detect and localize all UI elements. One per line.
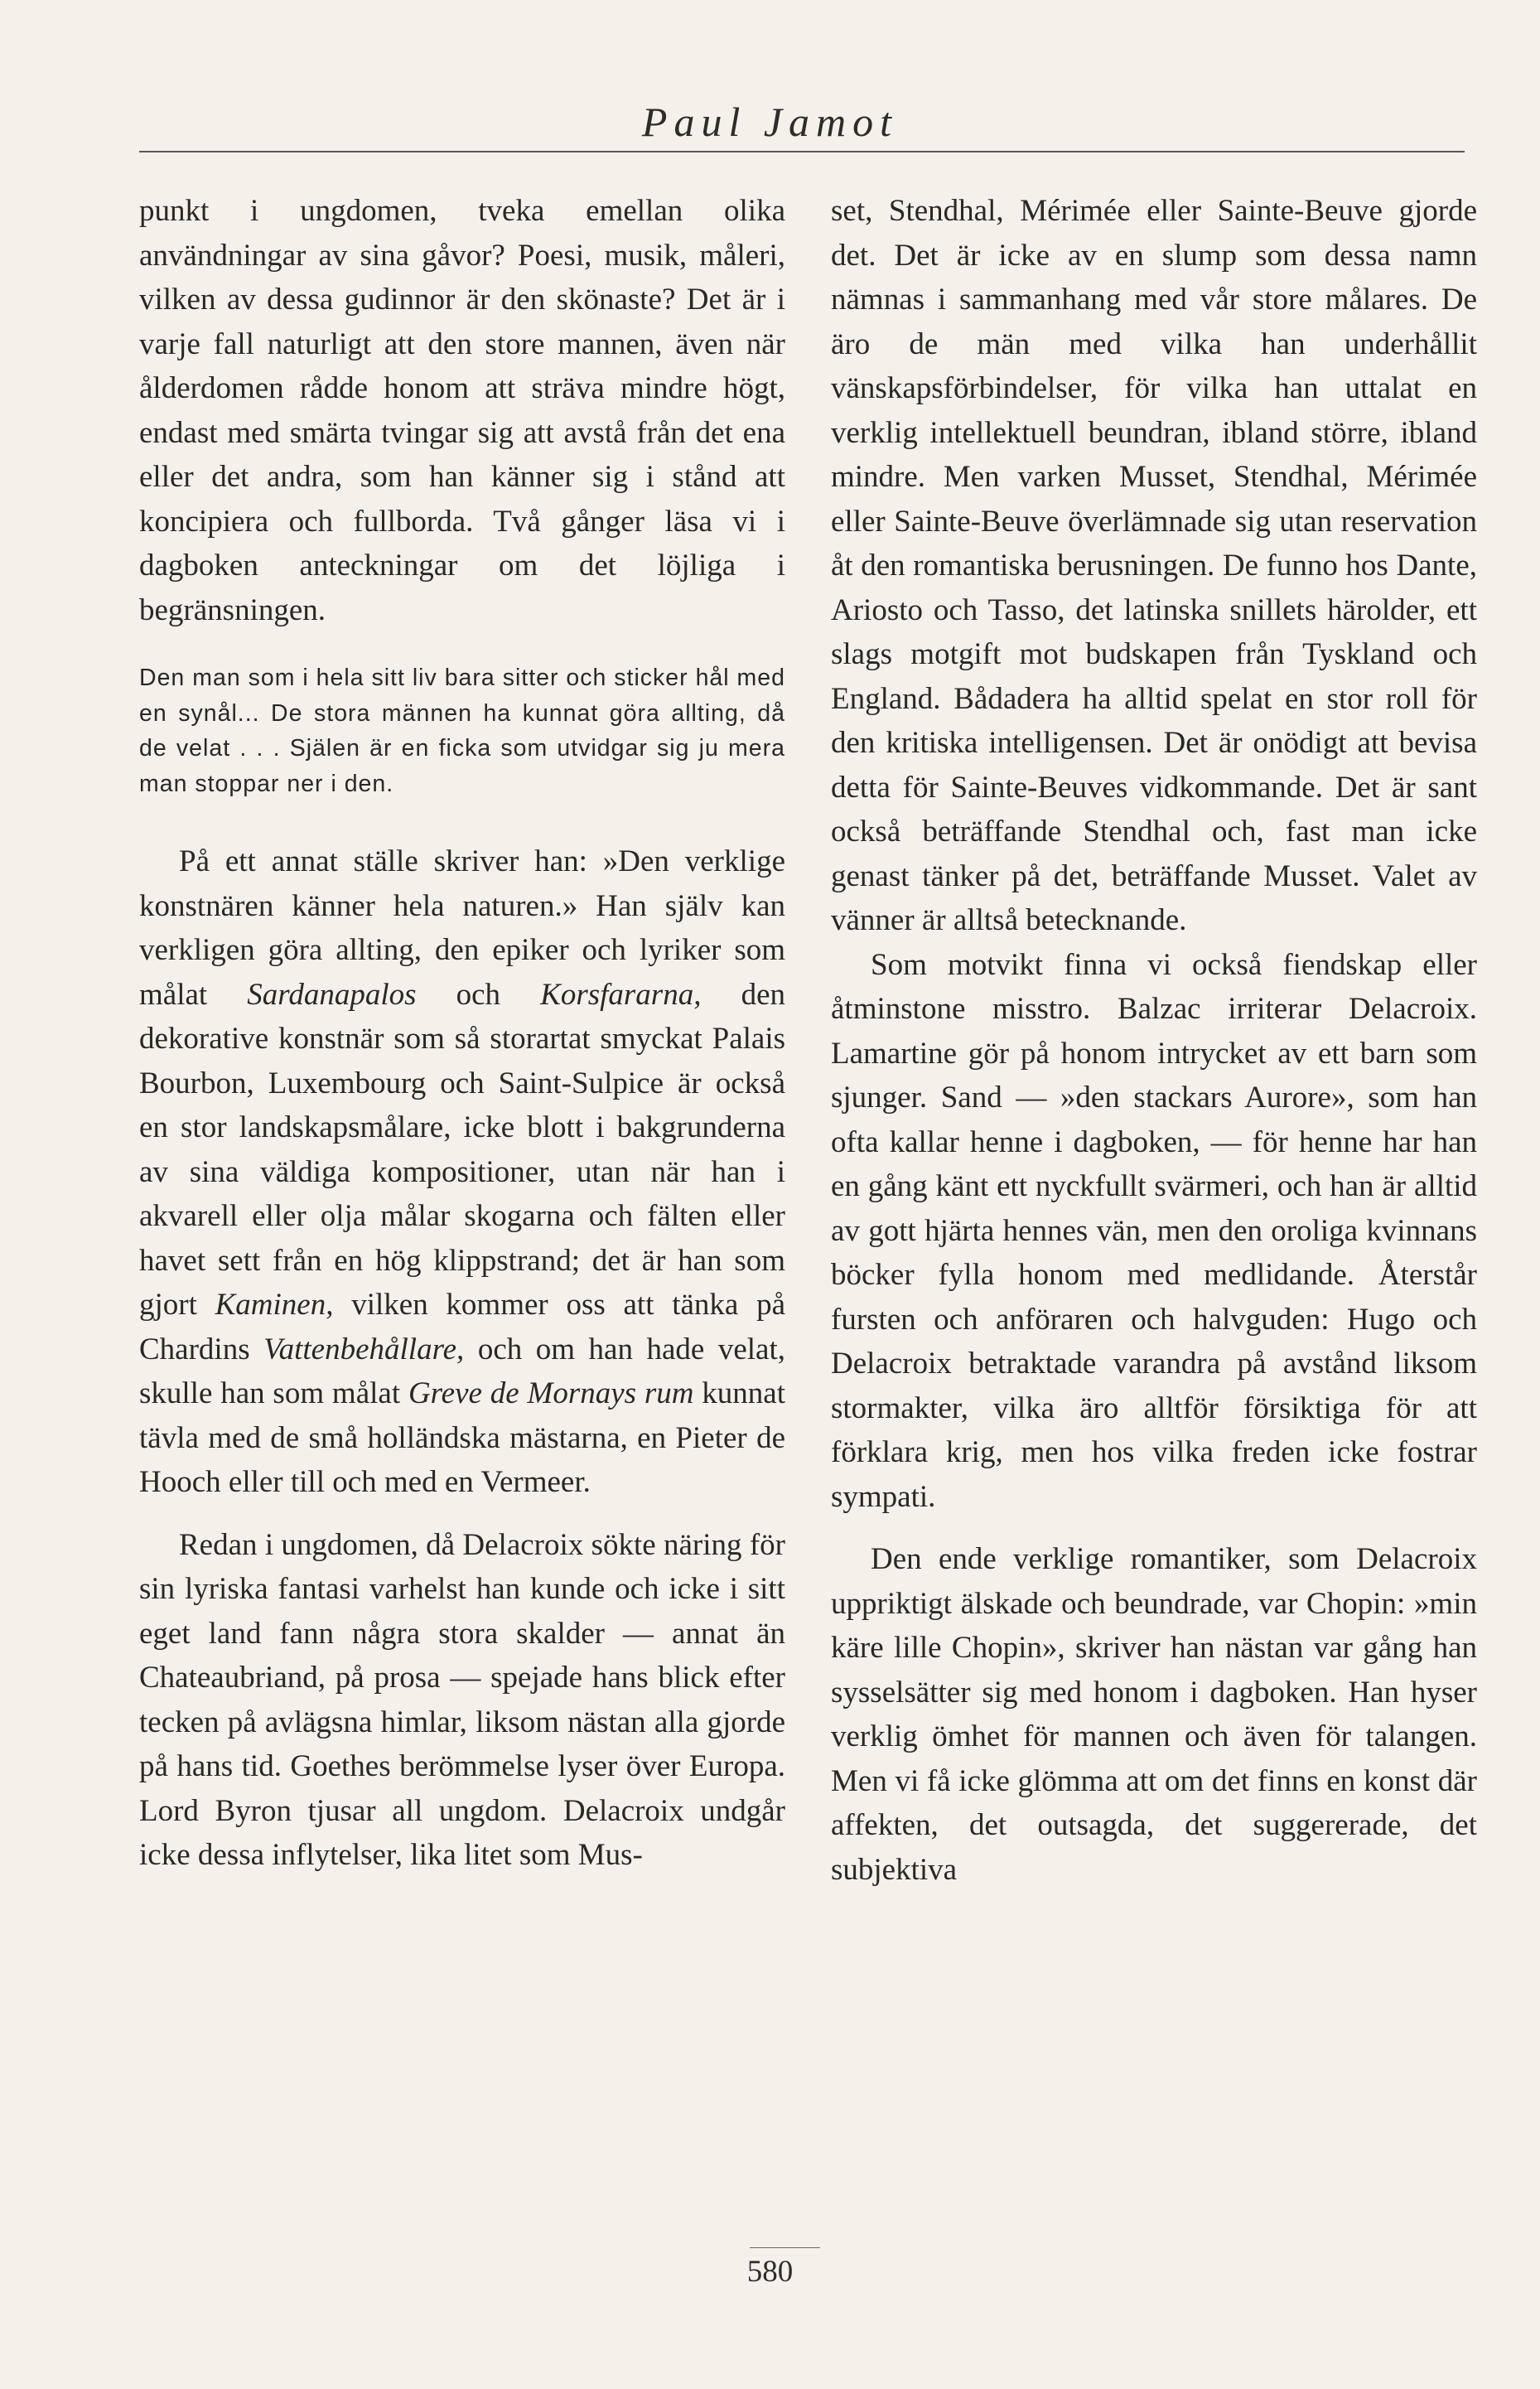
block-quote: Den man som i hela sitt liv bara sitter och sticker hål med en synål... De stora männen ha kunnat göra allting, då de velat . . . Själen är en ficka som utvidgar sig ju mera man stoppar ner i den. <box>139 665 785 797</box>
artwork-title: Sardanapalos <box>247 977 417 1012</box>
paragraph: Den ende verklige romantiker, som Delacroix uppriktigt älskade och beundrade, var Chopin: »min käre lille Chopin», skriver han nästan var gång han sysselsätter sig med honom i dagboken. Han hyser verklig ömhet för mannen och även för talangen. Men vi få icke glömma att om det finns en konst där affekten, det outsagda, det suggererade, det subjektiva <box>831 1542 1477 1887</box>
paragraph: punkt i ungdomen, tveka emellan olika användningar av sina gåvor? Poesi, musik, måleri, vilken av dessa gudinnor är den skönaste? Det är i varje fall naturligt att den store mannen, även när ålderdomen rådde honom att sträva mindre högt, endast med smärta tvingar sig att avstå från det ena eller det andra, som han känner sig i stånd att koncipiera och fullborda. Två gånger läsa vi i dagboken anteckningar om det löjliga i begränsningen. <box>139 194 785 627</box>
artwork-title: Vattenbehållare, <box>263 1332 465 1366</box>
paragraph: Som motvikt finna vi också fiendskap eller åtminstone misstro. Balzac irriterar Delacroix. Lamartine gör på honom intrycket av ett barn som sjunger. Sand — »den stackars Aurore», som han ofta kallar henne i dagboken, — för henne har han en gång känt ett nyckfullt svärmeri, och han är alltid av gott hjärta hennes vän, men den oroliga kvinnans böcker fylla honom med medlidande. Återstår fursten och anföraren och halvguden: Hugo och Delacroix betraktade varandra på avstånd liksom stormakter, vilka äro alltför försiktiga för att förklara krig, men hos vilka freden icke fostrar sympati. <box>831 947 1477 1514</box>
text-run: och <box>416 977 541 1012</box>
text-run: På ett annat ställe skriver han: »Den verklige konstnären känner hela naturen.» Han själv kan verkligen göra allting, den epiker och lyriker som målat <box>139 844 785 1012</box>
paragraph: set, Stendhal, Mérimée eller Sainte-Beuve gjorde det. Det är icke av en slump som dessa namn nämnas i sammanhang med vår store målares. De äro de män med vilka han underhållit vänskapsförbindelser, för vilka han uttalat en verklig intellektuell beundran, ibland större, ibland mindre. Men varken Musset, Stendhal, Mérimée eller Sainte-Beuve överlämnade sig utan reservation åt den romantiska berusningen. De funno hos Dante, Ariosto och Tasso, det latinska snillets härolder, ett slags motgift mot budskapen från Tyskland och England. Bådadera ha alltid spelat en stor roll för den kritiska intelligensen. Det är onödigt att bevisa detta för Sainte-Beuves vidkommande. Det är sant också beträffande Stendhal och, fast man icke genast tänker på det, beträffande Musset. Valet av vänner är alltså betecknande. <box>831 194 1477 937</box>
text-run: kunnat tävla med de små holländska mästarna, en Pieter de Hooch eller till och med en Vermeer. <box>139 1376 786 1499</box>
left-column <box>139 189 785 1878</box>
text-run: vilken kommer oss att tänka på Chardins <box>139 1288 785 1366</box>
header-rule <box>139 151 1465 152</box>
artwork-title: Greve de Mornays rum <box>408 1376 694 1410</box>
page-number: 580 <box>746 2255 794 2289</box>
right-column <box>831 189 1477 1892</box>
running-head: Paul Jamot <box>641 99 899 145</box>
paragraph <box>139 839 785 1505</box>
page-number-rule <box>750 2247 820 2248</box>
artwork-title: Kaminen, <box>215 1288 334 1322</box>
text-run: och om han hade velat, skulle han som målat <box>139 1332 785 1410</box>
text-run: den dekorative konstnär som så storartat smyckat Palais Bourbon, Luxembourg och Saint-Sulpice är också en stor landskapsmålare, icke blott i bakgrunderna av sina väldiga kompositioner, utan när han i akvarell eller olja målar skogarna och fälten eller havet sett från en hög klippstrand; det är han som gjort <box>139 977 785 1322</box>
paragraph: Redan i ungdomen, då Delacroix sökte näring för sin lyriska fantasi varhelst han kunde och icke i sitt eget land fann några stora skalder — annat än Chateaubriand, på prosa — spejade hans blick efter tecken på avlägsna himlar, liksom nästan alla gjorde på hans tid. Goethes berömmelse lyser över Europa. Lord Byron tjusar all ungdom. Delacroix undgår icke dessa inflytelser, lika litet som Mus- <box>139 1527 785 1872</box>
artwork-title: Korsfararna, <box>540 977 702 1012</box>
